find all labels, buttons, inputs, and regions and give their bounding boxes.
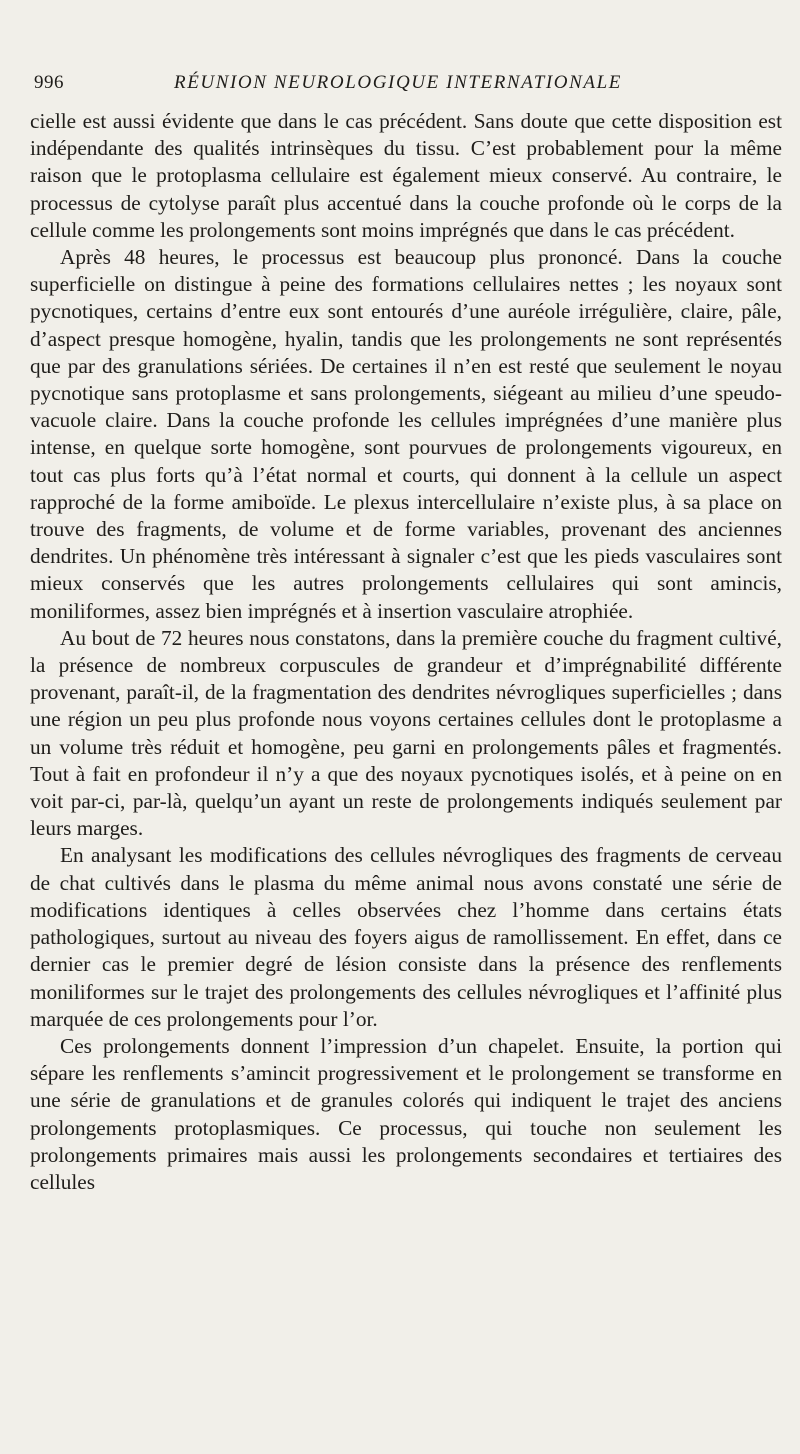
body-text xyxy=(30,108,782,1196)
page-header xyxy=(34,72,774,98)
paragraph-2: Après 48 heures, le processus est beaucoup plus prononcé. Dans la couche superficielle on distingue à peine des formations cellulaires nettes ; les noyaux sont pycnotiques, certains d’entre eux sont entourés d’une auréole irrégulière, claire, pâle, d’aspect presque homogène, hyalin, tandis que les prolongements ne sont représentés que par des granulations sériées. De certaines il n’en est resté que seulement le noyau pycnotique sans protoplasme et sans prolongements, siégeant au milieu d’une speudo-vacuole claire. Dans la couche profonde les cellules imprégnées d’une manière plus intense, en quelque sorte homogène, sont pourvues de prolongements vigoureux, en tout cas plus forts qu’à l’état normal et courts, qui donnent à la cellule un aspect rapproché de la forme amiboïde. Le plexus intercellulaire n’existe plus, à sa place on trouve des fragments, de volume et de forme variables, provenant des anciennes dendrites. Un phénomène très intéressant à signaler c’est que les pieds vasculaires sont mieux conservés que les autres prolongements cellulaires qui sont amincis, moniliformes, assez bien imprégnés et à insertion vasculaire atrophiée. xyxy=(30,245,782,623)
paragraph-3: Au bout de 72 heures nous constatons, dans la première couche du fragment cultivé, la présence de nombreux corpuscules de grandeur et d’imprégnabilité différente provenant, paraît-il, de la fragmentation des dendrites névrogliques superficielles ; dans une région un peu plus profonde nous voyons certaines cellules dont le protoplasme a un volume très réduit et homogène, peu garni en prolongements pâles et fragmentés. Tout à fait en profondeur il n’y a que des noyaux pycnotiques isolés, et à peine on en voit par-ci, par-là, quelqu’un ayant un reste de prolongements indiqués seulement par leurs marges. xyxy=(30,625,782,841)
paragraph-4: En analysant les modifications des cellules névrogliques des fragments de cerveau de chat cultivés dans le plasma du même animal nous avons constaté une série de modifications identiques à celles observées chez l’homme dans certains états pathologiques, surtout au niveau des foyers aigus de ramollissement. En effet, dans ce dernier cas le premier degré de lésion consiste dans la présence des renflements moniliformes sur le trajet des prolongements des cellules névrogliques et l’affinité plus marquée de ces prolongements pour l’or. xyxy=(30,843,782,1031)
page-number: 996 xyxy=(34,72,64,93)
paragraph-5: Ces prolongements donnent l’impression d’un chapelet. Ensuite, la portion qui sépare les renflements s’amincit progressivement et le prolongement se transforme en une série de granulations et de granules colorés qui indiquent le trajet des anciens prolongements protoplasmiques. Ce processus, qui touche non seulement les prolongements primaires mais aussi les prolongements secondaires et tertiaires des cellules xyxy=(30,1033,782,1194)
paragraph-1: cielle est aussi évidente que dans le cas précédent. Sans doute que cette disposition est indépendante des qualités intrinsèques du tissu. C’est probablement pour la même raison que le protoplasma cellulaire est également mieux conservé. Au contraire, le processus de cytolyse paraît plus accentué dans la couche profonde où le corps de la cellule comme les prolongements sont moins imprégnés que dans le cas précédent. xyxy=(30,109,782,242)
running-title: RÉUNION NEUROLOGIQUE INTERNATIONALE xyxy=(174,72,622,93)
